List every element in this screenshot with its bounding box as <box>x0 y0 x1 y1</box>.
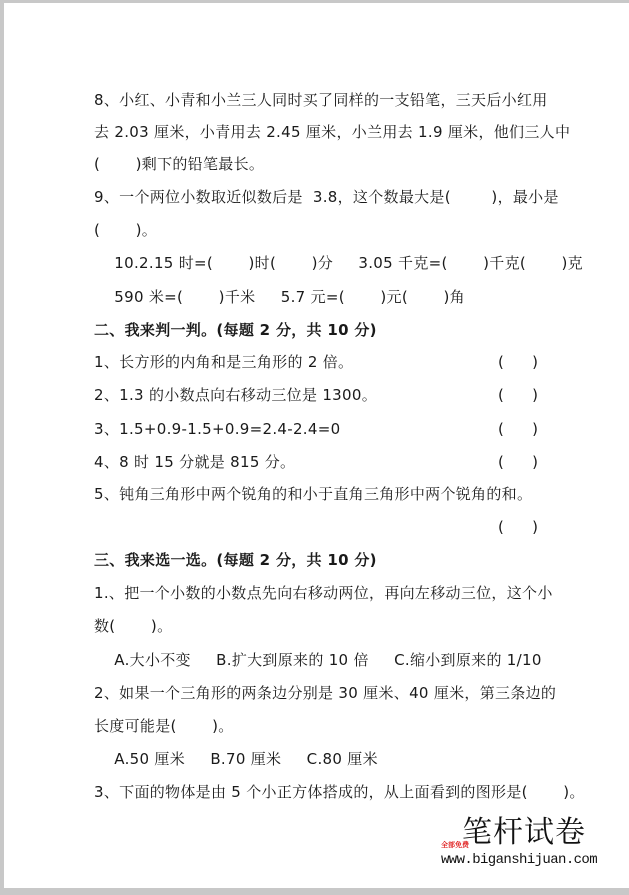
section3-heading: 三、我来选一选。(每题 2 分，共 10 分) <box>94 551 377 569</box>
choice-q1-line-2: 数( )。 <box>94 617 173 635</box>
judge-answer-4[interactable]: ( ) <box>498 453 538 471</box>
watermark-url: www.biganshijuan.com <box>441 852 598 868</box>
q8-line-3: ( )剩下的铅笔最长。 <box>94 155 265 173</box>
watermark-logo-title: 笔杆试卷 <box>462 815 586 850</box>
choice-q3-line-1: 3、下面的物体是由 5 个小正方体搭成的，从上面看到的图形是( )。 <box>94 783 585 801</box>
judge-item-1: 1、长方形的内角和是三角形的 2 倍。 <box>94 353 354 371</box>
judge-answer-5[interactable]: ( ) <box>498 518 538 536</box>
exam-page <box>4 3 629 888</box>
choice-q2-line-2: 长度可能是( )。 <box>94 717 234 735</box>
judge-item-2: 2、1.3 的小数点向右移动三位是 1300。 <box>94 386 378 404</box>
choice-q2-options: A.50 厘米 B.70 厘米 C.80 厘米 <box>94 750 394 768</box>
q10-row-1: 10.2.15 时=( )时( )分 3.05 千克=( )千克( )克 <box>94 254 599 272</box>
choice-q2-line-1: 2、如果一个三角形的两条边分别是 30 厘米、40 厘米，第三条边的 <box>94 684 557 702</box>
q8-line-1: 8、小红、小青和小兰三人同时买了同样的一支铅笔，三天后小红用 <box>94 91 548 109</box>
judge-item-4: 4、8 时 15 分就是 815 分。 <box>94 453 296 471</box>
watermark-free-badge: 全部免费 <box>441 841 469 849</box>
choice-q1-options: A.大小不变 B.扩大到原来的 10 倍 C.缩小到原来的 1/10 <box>94 651 557 669</box>
section2-heading: 二、我来判一判。(每题 2 分，共 10 分) <box>94 321 377 339</box>
judge-item-3: 3、1.5+0.9-1.5+0.9=2.4-2.4=0 <box>94 420 341 438</box>
choice-q1-line-1: 1.、把一个小数的小数点先向右移动两位，再向左移动三位，这个小 <box>94 584 553 602</box>
q9-line-1: 9、一个两位小数取近似数后是 3.8，这个数最大是( )，最小是 <box>94 188 559 206</box>
judge-answer-1[interactable]: ( ) <box>498 353 538 371</box>
judge-item-5: 5、钝角三角形中两个锐角的和小于直角三角形中两个锐角的和。 <box>94 485 533 503</box>
judge-answer-3[interactable]: ( ) <box>498 420 538 438</box>
q9-line-2: ( )。 <box>94 221 158 239</box>
q8-line-2: 去 2.03 厘米，小青用去 2.45 厘米，小兰用去 1.9 厘米，他们三人中 <box>94 123 571 141</box>
q10-row-2: 590 米=( )千米 5.7 元=( )元( )角 <box>94 288 481 306</box>
judge-answer-2[interactable]: ( ) <box>498 386 538 404</box>
